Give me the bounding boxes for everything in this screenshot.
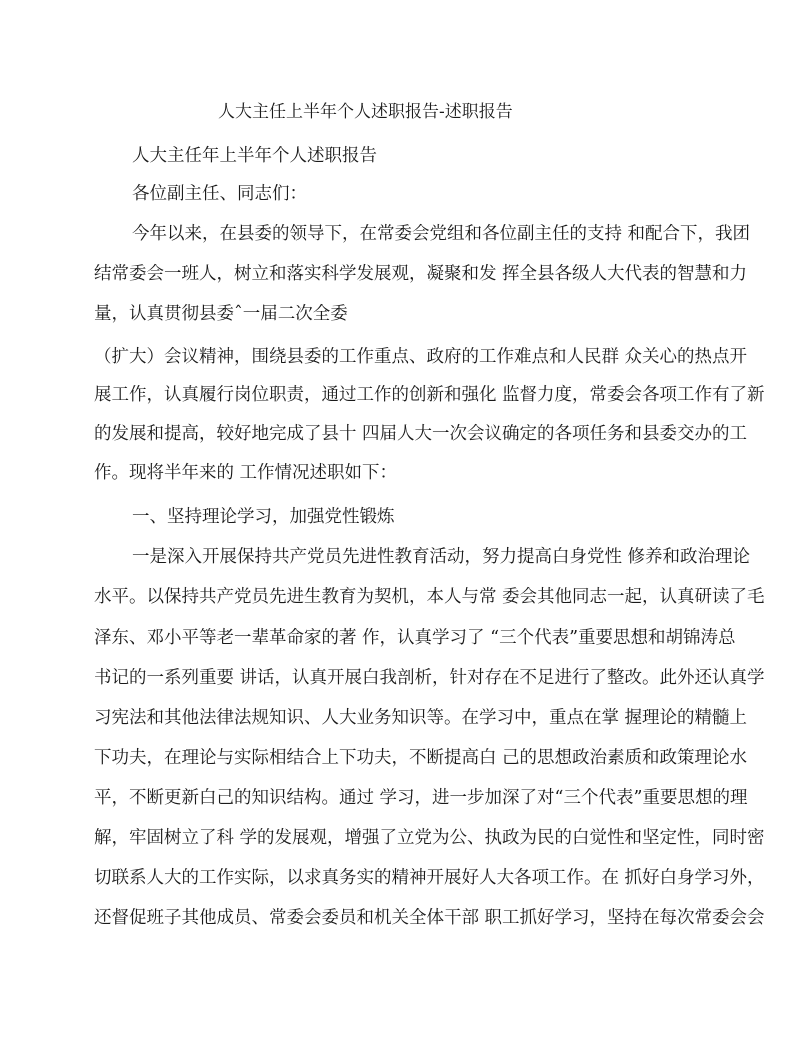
text-line: 量，认真贯彻县委ˆ一届二次全委 bbox=[94, 304, 348, 324]
text-line: 平，不断更新白己的知识结构。通过 学习，进一步加深了对“三个代表”重要思想的理 bbox=[94, 788, 748, 808]
salutation: 各位副主任、同志们： bbox=[132, 184, 307, 204]
text-line: 书记的一系列重要 讲话，认真开展白我剖析，针对存在不足进行了整改。此外还认真学 bbox=[94, 668, 765, 688]
text-line: 今年以来，在县委的领导下，在常委会党组和各位副主任的支持 和配合下，我团 bbox=[132, 224, 751, 244]
section-heading: 一、坚持理论学习，加强党性锻炼 bbox=[132, 507, 395, 527]
text-line: （扩大）会议精神，围绕县委的工作重点、政府的工作难点和人民群 众关心的热点开 bbox=[94, 347, 748, 367]
text-line: 下功夫，在理论与实际相结合上下功夫，不断提高白 己的思想政治素质和政策理论水 bbox=[94, 748, 748, 768]
text-line: 的发展和提高，较好地完成了县十 四届人大一次会议确定的各项任务和县委交办的工 bbox=[94, 424, 748, 444]
text-line: 习宪法和其他法律法规知识、人大业务知识等。在学习中，重点在掌 握理论的精髓上 bbox=[94, 708, 748, 728]
text-line: 结常委会一班人，树立和落实科学发展观，凝聚和发 挥全县各级人大代表的智慧和力 bbox=[94, 264, 748, 284]
text-line: 一是深入开展保持共产党员先进性教育活动，努力提高白身党性 修养和政治理论 bbox=[132, 547, 751, 567]
document-title: 人大主任上半年个人述职报告-述职报告 bbox=[218, 102, 513, 122]
report-heading: 人大主任年上半年个人述职报告 bbox=[132, 146, 377, 166]
text-line: 水平。以保持共产党员先进生教育为契机，本人与常 委会其他同志一起，认真研读了毛 bbox=[94, 587, 765, 607]
text-line: 切联系人大的工作实际，以求真务实的精神开展好人大各项工作。在 抓好白身学习外， bbox=[94, 868, 765, 888]
text-line: 展工作，认真履行岗位职责，通过工作的创新和强化 监督力度，常委会各项工作有了新 bbox=[94, 385, 765, 405]
text-line: 作。现将半年来的 工作情况述职如下： bbox=[94, 463, 398, 483]
text-line: 还督促班子其他成员、常委会委员和机关全体干部 职工抓好学习，坚持在每次常委会会 bbox=[94, 908, 765, 928]
text-line: 泽东、邓小平等老一辈革命家的著 作，认真学习了 “三个代表”重要思想和胡锦涛总 bbox=[94, 628, 736, 648]
text-line: 解，牢固树立了科 学的发展观，增强了立党为公、执政为民的白觉性和坚定性，同时密 bbox=[94, 828, 765, 848]
